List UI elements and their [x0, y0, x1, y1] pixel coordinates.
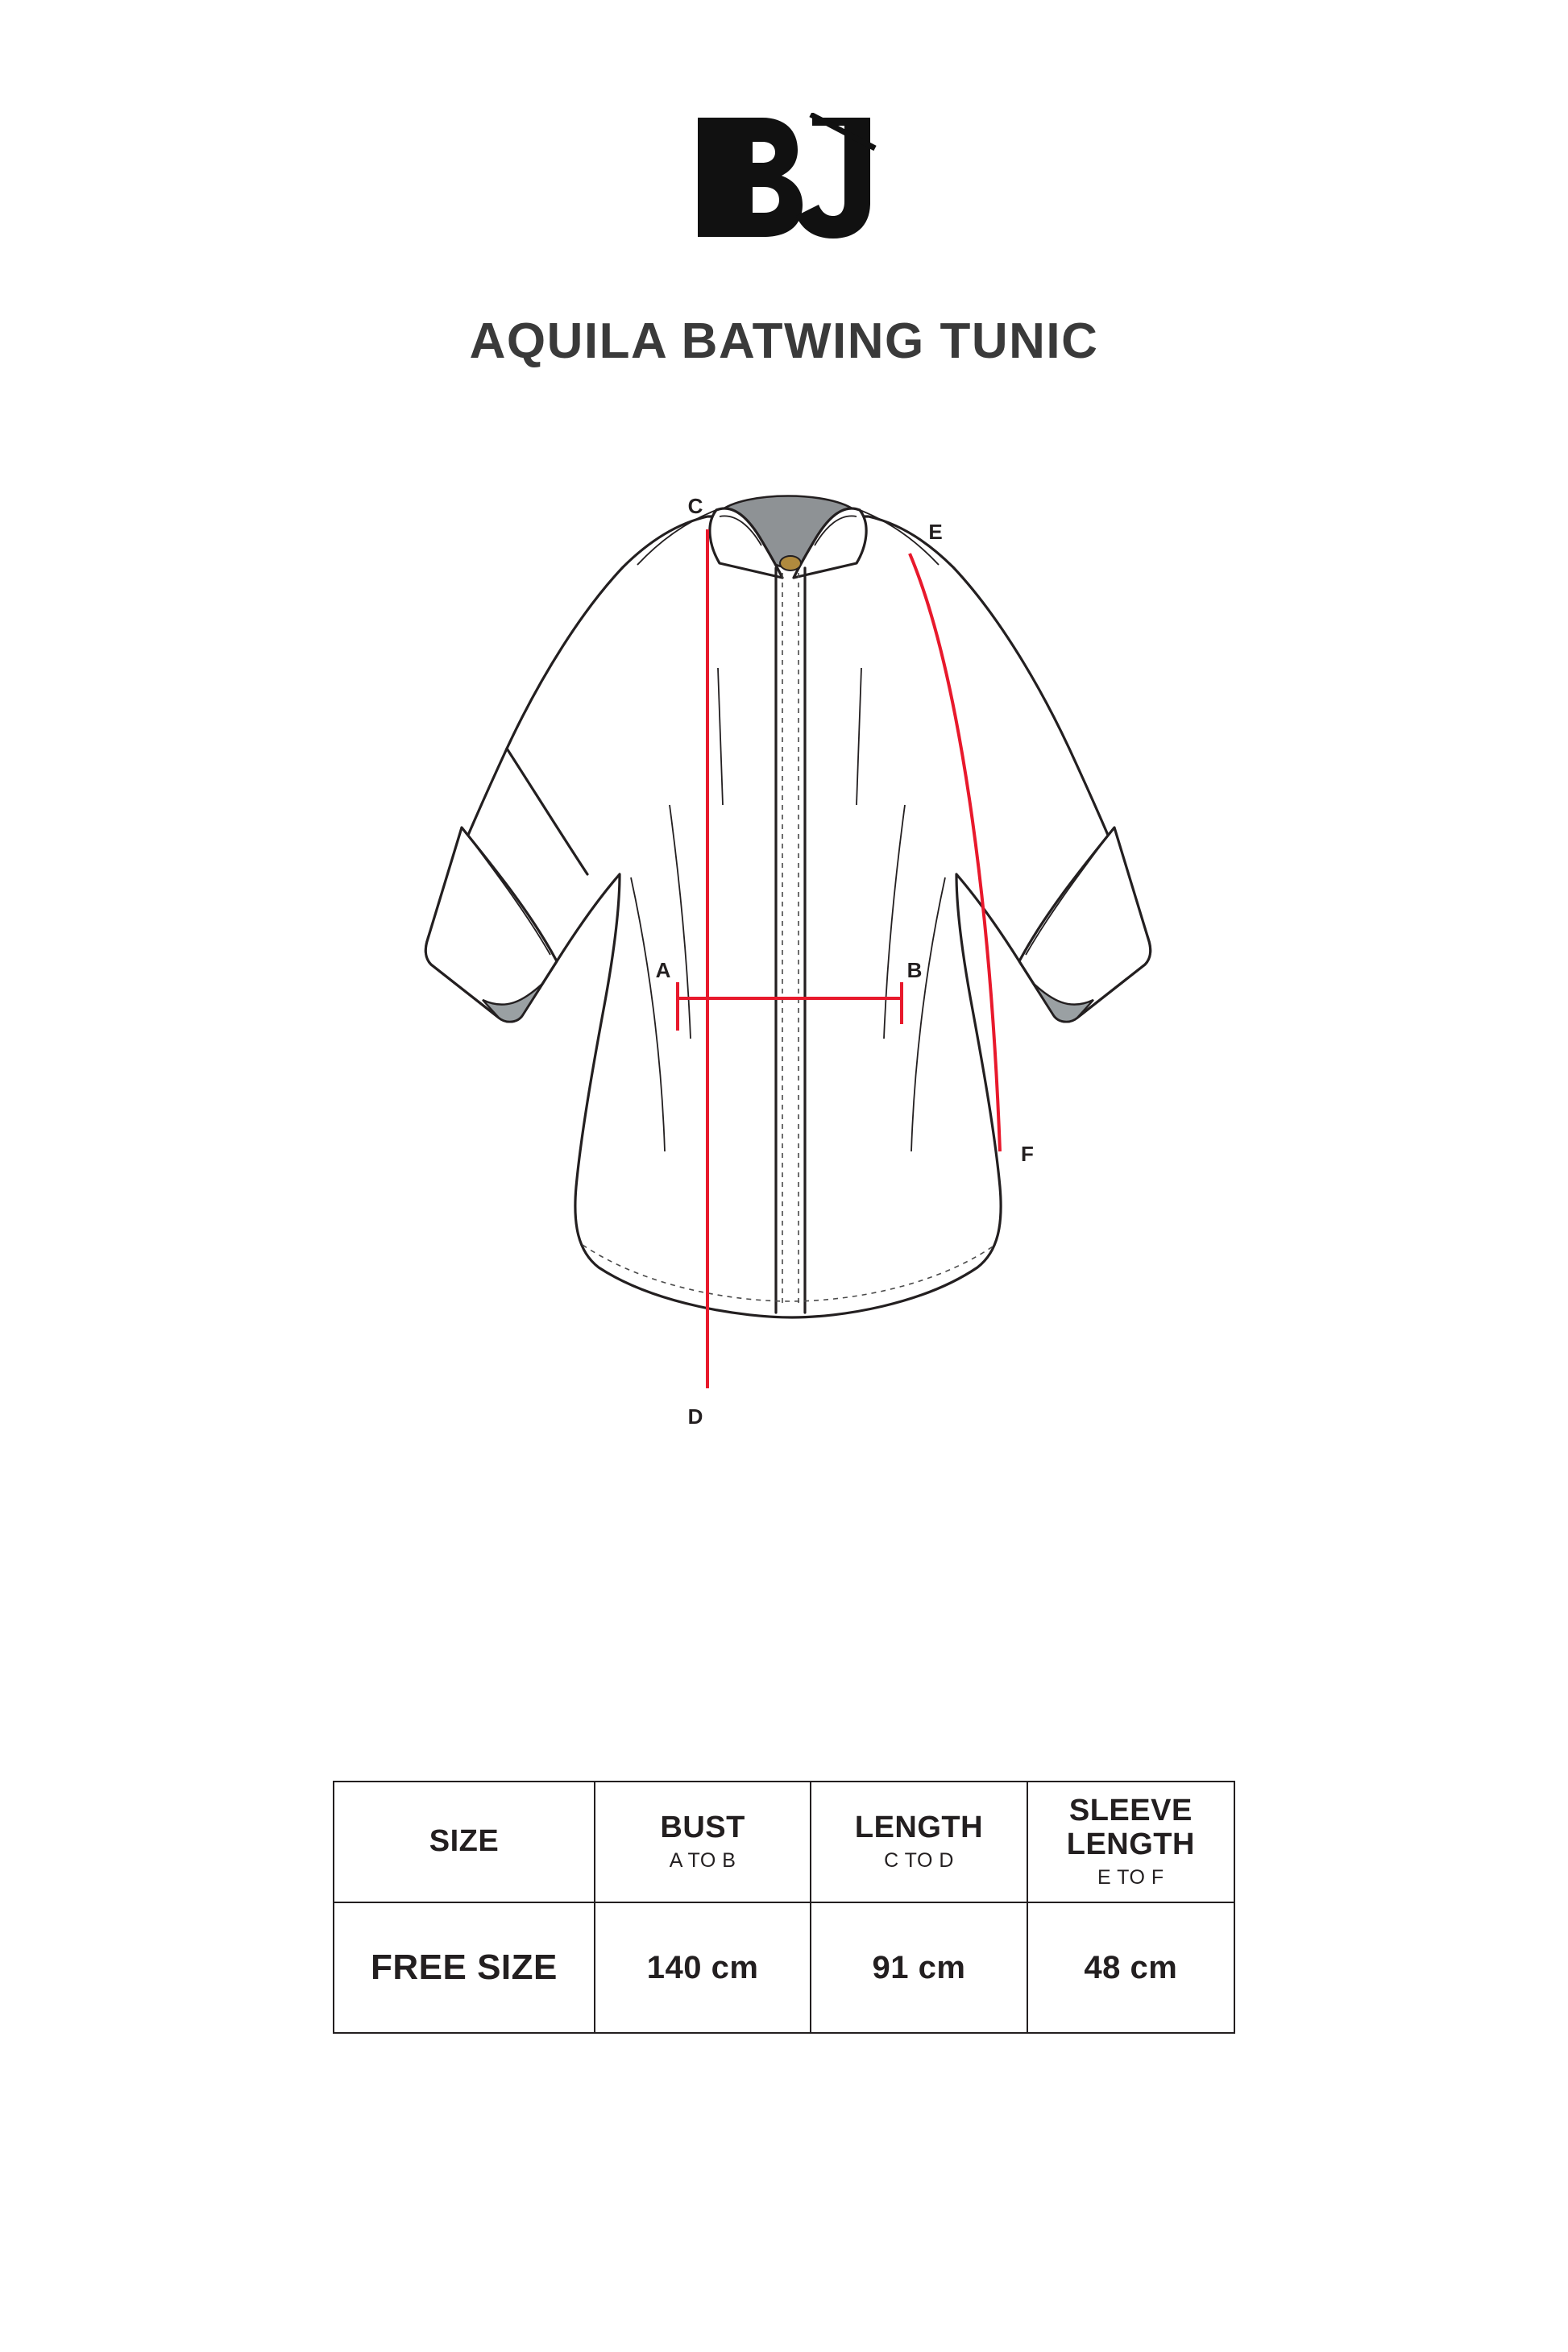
table-header-sleeve — [1027, 1782, 1234, 1902]
header-size-main: SIZE — [429, 1824, 500, 1859]
header-bust-sub: A TO B — [669, 1849, 736, 1873]
table-header-bust — [595, 1782, 811, 1902]
cell-size — [334, 1902, 595, 2033]
top-button — [780, 556, 801, 570]
cell-bust — [595, 1902, 811, 2033]
garment-technical-drawing — [341, 426, 1227, 1522]
table-header-size — [334, 1782, 595, 1902]
cell-sleeve — [1027, 1902, 1234, 2033]
value-length: 91 cm — [872, 1949, 966, 1985]
marker-label-e: E — [928, 520, 943, 544]
value-bust: 140 cm — [646, 1949, 759, 1985]
marker-label-f: F — [1021, 1142, 1034, 1166]
header-sleeve-main: SLEEVE LENGTH — [1066, 1794, 1195, 1861]
marker-label-b: B — [906, 958, 923, 982]
size-table-container — [333, 1781, 1235, 2034]
marker-label-c: C — [687, 494, 703, 518]
header-sleeve-sub: E TO F — [1097, 1865, 1164, 1889]
value-size: FREE SIZE — [371, 1948, 558, 1987]
table-row — [334, 1902, 1234, 2033]
cell-length — [811, 1902, 1027, 2033]
size-table — [333, 1781, 1235, 2034]
page-title: AQUILA BATWING TUNIC — [469, 313, 1099, 369]
marker-label-a: A — [655, 958, 671, 982]
header-length-sub: C TO D — [884, 1849, 954, 1873]
table-header-length — [811, 1782, 1027, 1902]
tunic-body-outline — [425, 516, 1150, 1317]
marker-label-d: D — [687, 1404, 703, 1429]
brand-logo — [691, 113, 877, 242]
value-sleeve: 48 cm — [1084, 1949, 1178, 1985]
header-length-main: LENGTH — [854, 1810, 984, 1844]
table-header-row — [334, 1782, 1234, 1902]
header-bust-main: BUST — [660, 1810, 745, 1844]
